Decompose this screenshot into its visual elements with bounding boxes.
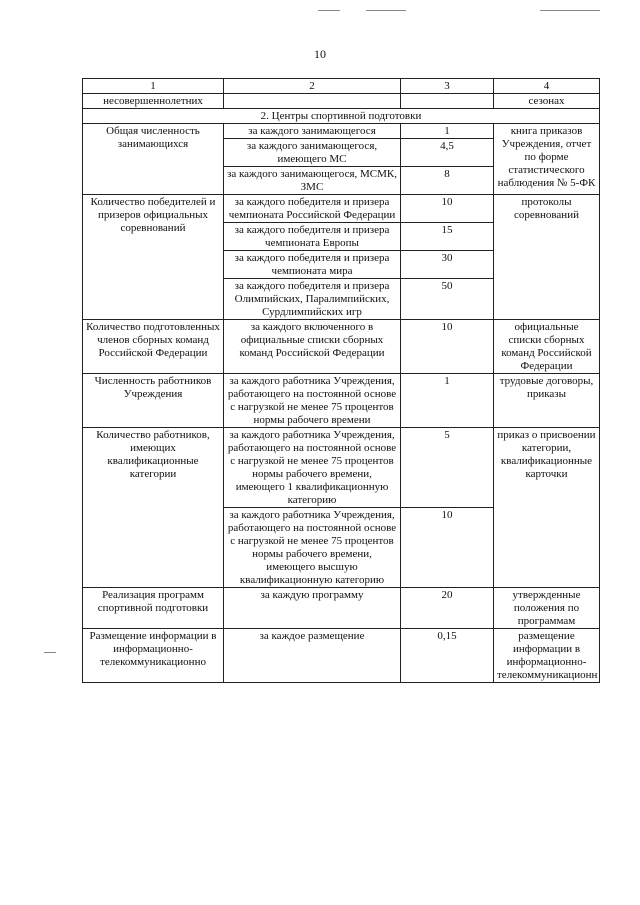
criterion-name: Общая численность занимающихся: [83, 124, 224, 195]
unit-cell: за каждого занимающегося, имеющего МС: [224, 139, 401, 167]
points-cell: 50: [401, 279, 494, 320]
column-number-3: 3: [401, 79, 494, 94]
continuation-source: сезонах: [494, 94, 600, 109]
source-document: утвержденные положения по программам: [494, 588, 600, 629]
page-number: 10: [314, 47, 326, 61]
section-title: 2. Центры спортивной подготовки: [83, 109, 600, 124]
source-document: приказ о присвоении категории, квалификационные карточки: [494, 428, 600, 588]
unit-cell: за каждого победителя и призера чемпионата Российской Федерации: [224, 195, 401, 223]
points-cell: 4,5: [401, 139, 494, 167]
source-document: книга приказов Учреждения, отчет по форме статистического наблюдения № 5-ФК: [494, 124, 600, 195]
source-document: официальные списки сборных команд Российской Федерации: [494, 320, 600, 374]
continuation-points: [401, 94, 494, 109]
points-cell: 1: [401, 124, 494, 139]
points-cell: 20: [401, 588, 494, 629]
unit-cell: за каждого занимающегося: [224, 124, 401, 139]
unit-cell: за каждую программу: [224, 588, 401, 629]
unit-cell: за каждого работника Учреждения, работающего на постоянной основе с нагрузкой не менее 75 процентов нормы рабочего времени: [224, 374, 401, 428]
table-row: [83, 588, 600, 629]
criterion-name: Количество подготовленных членов сборных команд Российской Федерации: [83, 320, 224, 374]
points-cell: 10: [401, 508, 494, 588]
criterion-name: Реализация программ спортивной подготовки: [83, 588, 224, 629]
unit-cell: за каждого включенного в официальные списки сборных команд Российской Федерации: [224, 320, 401, 374]
continuation-row: [83, 94, 600, 109]
points-cell: 30: [401, 251, 494, 279]
table-row: [83, 195, 600, 223]
unit-cell: за каждого работника Учреждения, работающего на постоянной основе с нагрузкой не менее 75 процентов нормы рабочего времени, имеющего высшую квалификационную категорию: [224, 508, 401, 588]
points-cell: 0,15: [401, 629, 494, 683]
unit-cell: за каждого победителя и призера Олимпийских, Паралимпийских, Сурдлимпийских игр: [224, 279, 401, 320]
column-number-row: [83, 79, 600, 94]
section-row: [83, 109, 600, 124]
table-row: [83, 428, 600, 508]
points-cell: 1: [401, 374, 494, 428]
source-document: протоколы соревнований: [494, 195, 600, 320]
criterion-name: Количество победителей и призеров официальных соревнований: [83, 195, 224, 320]
unit-cell: за каждое размещение: [224, 629, 401, 683]
unit-cell: за каждого занимающегося, МСМК, ЗМС: [224, 167, 401, 195]
table-row: [83, 374, 600, 428]
column-number-4: 4: [494, 79, 600, 94]
criterion-name: Размещение информации в информационно-телекоммуникационно: [83, 629, 224, 683]
column-number-1: 1: [83, 79, 224, 94]
points-cell: 8: [401, 167, 494, 195]
continuation-unit: [224, 94, 401, 109]
column-number-2: 2: [224, 79, 401, 94]
source-document: размещение информации в информационно-телекоммуникационн: [494, 629, 600, 683]
table-row: [83, 320, 600, 374]
points-cell: 15: [401, 223, 494, 251]
points-cell: 5: [401, 428, 494, 508]
criterion-name: Количество работников, имеющих квалификационные категории: [83, 428, 224, 588]
table-row: [83, 629, 600, 683]
criterion-name: Численность работников Учреждения: [83, 374, 224, 428]
unit-cell: за каждого победителя и призера чемпионата Европы: [224, 223, 401, 251]
unit-cell: за каждого работника Учреждения, работающего на постоянной основе с нагрузкой не менее 75 процентов нормы рабочего времени, имеющего 1 квалификационную категорию: [224, 428, 401, 508]
points-cell: 10: [401, 320, 494, 374]
source-document: трудовые договоры, приказы: [494, 374, 600, 428]
table-row: [83, 124, 600, 139]
criteria-table: [82, 78, 600, 683]
unit-cell: за каждого победителя и призера чемпионата мира: [224, 251, 401, 279]
continuation-criterion: несовершеннолетних: [83, 94, 224, 109]
points-cell: 10: [401, 195, 494, 223]
